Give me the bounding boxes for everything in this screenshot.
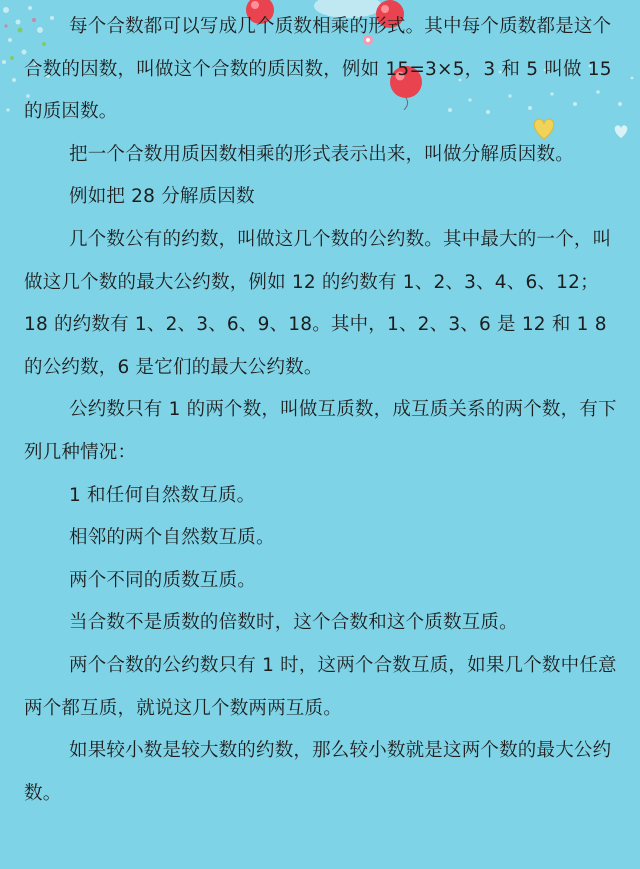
paragraph-pairwise-coprime: 两个合数的公约数只有 1 时，这两个合数互质，如果几个数中任意两个都互质，就说这几个数两两互质。 [24,654,617,719]
paragraph-case-2: 相邻的两个自然数互质。 [69,527,275,549]
paragraph-gcd-rule: 如果较小数是较大数的约数，那么较小数就是这两个数的最大公约数。 [24,740,612,804]
paragraph-case-4: 当合数不是质数的倍数时，这个合数和这个质数互质。 [69,612,518,634]
paragraph-prime-factorization: 把一个合数用质因数相乘的形式表示出来，叫做分解质因数。 [69,143,574,165]
paragraph-case-3: 两个不同的质数互质。 [69,569,257,591]
paragraph-case-1: 1 和任何自然数互质。 [69,484,256,506]
paragraph-coprime: 公约数只有 1 的两个数，叫做互质数，成互质关系的两个数，有下列几种情况： [24,399,617,463]
paragraph-common-divisor: 几个数公有的约数，叫做这几个数的公约数。其中最大的一个，叫做这几个数的最大公约数，例如 12 的约数有 1、2、3、4、6、12；18 的约数有 1、2、3、6、9、18。其中，1、2、3、6 是 12 和 1 8 的公约数，6 是它们的最大公约数。 [24,228,612,378]
article-body [24,6,618,815]
paragraph-example-28: 例如把 28 分解质因数 [69,186,255,208]
paragraph-composite-number: 每个合数都可以写成几个质数相乘的形式。其中每个质数都是这个合数的因数，叫做这个合数的质因数，例如 15=3×5，3 和 5 叫做 15 的质因数。 [24,16,612,123]
